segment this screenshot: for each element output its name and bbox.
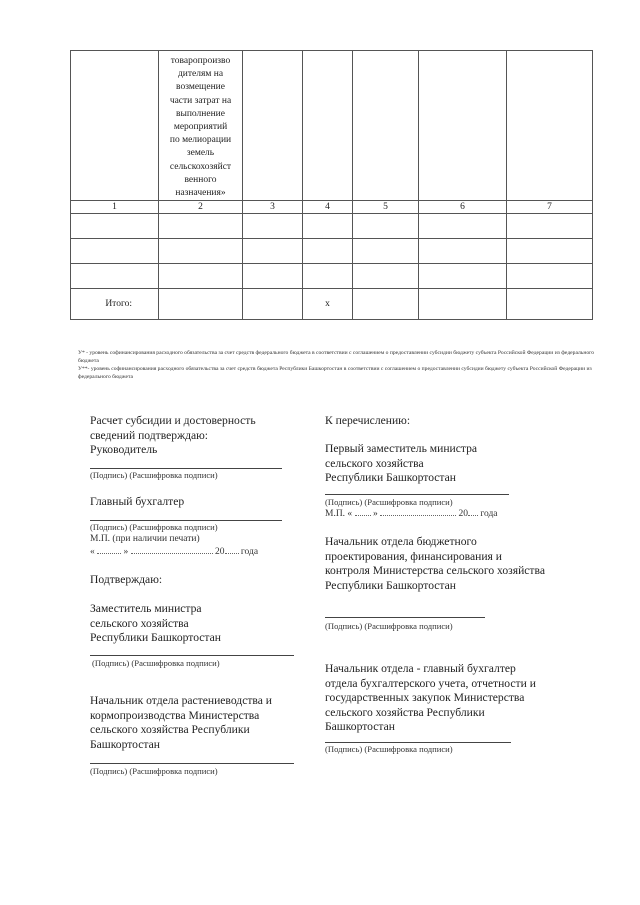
column-number: 3 xyxy=(243,201,303,214)
text-line: Начальник отдела растениеводства и xyxy=(90,694,272,707)
stamp-note: М.П. (при наличии печати) xyxy=(90,534,200,544)
column-number: 5 xyxy=(353,201,419,214)
signature-caption: (Подпись) (Расшифровка подписи) xyxy=(325,621,453,631)
signature-line xyxy=(90,520,282,521)
signature-caption: (Подпись) (Расшифровка подписи) xyxy=(90,522,218,532)
date-quote: » xyxy=(372,509,378,519)
description-line: дителям на xyxy=(177,69,224,80)
signature-caption: (Подпись) (Расшифровка подписи) xyxy=(90,470,218,480)
signature-caption: (Подпись) (Расшифровка подписи) xyxy=(325,497,453,507)
footnote-federal: У* - уровень софинансирования расходного обязательства за счет средств федерального бюджета в соответствии с соглашением о предоставлении субсидии бюджету субъекта Российской Федерации из федерального бюджета xyxy=(78,350,595,364)
date-suffix: года xyxy=(480,509,498,519)
text-line: Начальник отдела бюджетного xyxy=(325,535,477,548)
header-cell-1 xyxy=(71,51,159,201)
table-row xyxy=(71,239,593,264)
date-year: 20 xyxy=(458,509,468,519)
text-line: государственных закупок Министерства xyxy=(325,691,525,705)
chief-accountant-block xyxy=(325,662,561,735)
total-row xyxy=(71,289,593,320)
signature-caption: (Подпись) (Расшифровка подписи) xyxy=(90,766,218,776)
text-line: сельского хозяйства Республики xyxy=(325,705,485,719)
header-cell-4 xyxy=(303,51,353,201)
deputy-block xyxy=(90,602,221,646)
header-cell-3 xyxy=(243,51,303,201)
column-number: 1 xyxy=(71,201,159,214)
text-line: Республики Башкортостан xyxy=(325,578,456,592)
text-line: Первый заместитель министра xyxy=(325,442,478,455)
text-line: контроля Министерства сельского хозяйства xyxy=(325,564,545,578)
text-line: сельского хозяйства Республики xyxy=(90,723,250,737)
footnote-regional: У**- уровень софинансирования расходного обязательства за счет средств бюджета Республики Башкортостан в соответствии с соглашением о предоставлении субсидии бюджету субъекта Российской Федерации из федерального бюджета xyxy=(78,366,592,380)
column-number-row xyxy=(71,201,593,214)
column-number: 4 xyxy=(303,201,353,214)
column-number: 7 xyxy=(507,201,593,214)
header-cell-6 xyxy=(419,51,507,201)
table-header-row xyxy=(71,51,593,201)
signature-line xyxy=(325,494,509,495)
text-line: Расчет субсидии и достоверность xyxy=(90,414,256,427)
signature-caption: (Подпись) (Расшифровка подписи) xyxy=(325,744,453,754)
header-cell-description xyxy=(159,51,243,201)
header-cell-7 xyxy=(507,51,593,201)
description-line: части затрат на xyxy=(169,95,232,106)
date-quote: » xyxy=(123,547,129,557)
text-line: Заместитель министра xyxy=(90,602,202,615)
description-line: мероприятий xyxy=(173,122,228,133)
footnotes xyxy=(78,349,598,381)
description-line: земель xyxy=(186,148,215,159)
date-quote: « xyxy=(90,547,95,557)
subsidy-table xyxy=(70,50,593,320)
chief-accountant-label: Главный бухгалтер xyxy=(90,495,185,508)
text-line: кормопроизводства Министерства xyxy=(90,708,260,722)
budget-head-block xyxy=(325,535,545,593)
text-line: Республики Башкортостан xyxy=(90,631,221,645)
description-line: по мелиорации xyxy=(169,135,232,146)
text-line: Республики Башкортостан xyxy=(325,471,456,485)
text-line: отдела бухгалтерского учета, отчетности и xyxy=(325,676,536,690)
date-suffix: года xyxy=(240,547,259,557)
description-line: сельскохозяйст xyxy=(169,161,232,172)
total-x-mark: x xyxy=(303,289,353,320)
confirm-label: Подтверждаю: xyxy=(90,573,163,586)
text-line: Башкортостан xyxy=(90,737,160,751)
table-row xyxy=(71,264,593,289)
description-line: товаропроизво xyxy=(170,56,231,66)
description-line: венного xyxy=(184,174,217,185)
signature-line xyxy=(90,655,294,656)
text-line: Башкортостан xyxy=(325,720,395,734)
date-line xyxy=(325,509,535,519)
stamp-date-label: М.П. « xyxy=(325,509,353,519)
to-transfer-label: К перечислению: xyxy=(325,414,411,427)
description-line: назначения» xyxy=(175,188,226,199)
description-line: выполнение xyxy=(175,108,225,119)
signature-caption: (Подпись) (Расшифровка подписи) xyxy=(92,658,220,668)
date-year: 20 xyxy=(215,547,225,557)
total-label: Итого: xyxy=(71,289,159,320)
description-line: возмещение xyxy=(176,82,225,93)
head-crop-block xyxy=(90,694,272,752)
text-line: сельского хозяйства xyxy=(325,456,424,470)
first-deputy-block xyxy=(325,442,477,486)
date-line xyxy=(90,547,290,557)
text-line: сведений подтверждаю: xyxy=(90,428,209,442)
table-row xyxy=(71,214,593,239)
column-number: 2 xyxy=(159,201,243,214)
text-line: проектирования, финансирования и xyxy=(325,549,502,563)
column-number: 6 xyxy=(419,201,507,214)
confirmation-block xyxy=(90,414,256,458)
text-line: Руководитель xyxy=(90,443,158,457)
signature-line xyxy=(325,742,511,743)
signature-line xyxy=(90,468,282,469)
signature-line xyxy=(325,617,485,618)
text-line: Начальник отдела - главный бухгалтер xyxy=(325,662,516,675)
header-cell-5 xyxy=(353,51,419,201)
text-line: сельского хозяйства xyxy=(90,616,189,630)
signature-line xyxy=(90,763,294,764)
